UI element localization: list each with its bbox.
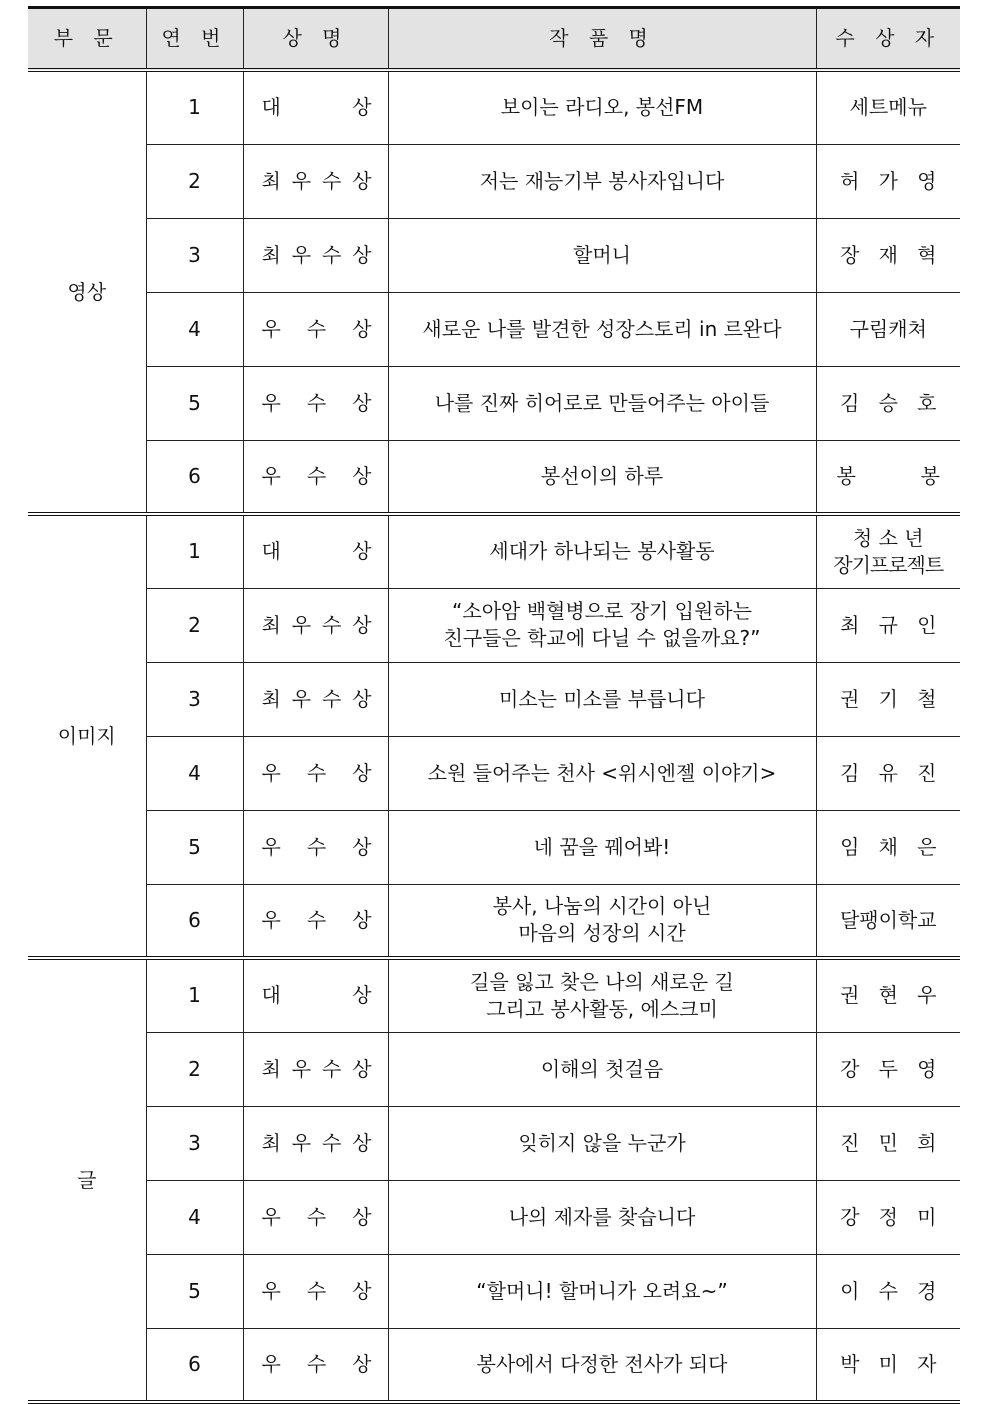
award-cell bbox=[243, 958, 388, 1032]
title-line: 길을 잃고 찾은 나의 새로운 길 bbox=[470, 969, 734, 994]
table-row bbox=[28, 1254, 960, 1328]
table-row bbox=[28, 1180, 960, 1254]
title-cell bbox=[388, 144, 816, 218]
title-cell bbox=[388, 810, 816, 884]
title-line: 미소는 미소를 부릅니다 bbox=[499, 686, 705, 711]
number-cell: 3 bbox=[146, 218, 243, 292]
winner-name: 권 기 철 bbox=[840, 686, 937, 711]
award-label: 대 상 bbox=[261, 95, 372, 120]
title-line: 마음의 성장의 시간 bbox=[518, 921, 686, 946]
winner-name: 허 가 영 bbox=[840, 168, 937, 193]
number-cell: 4 bbox=[146, 1180, 243, 1254]
title-line: 할머니 bbox=[573, 242, 631, 267]
title-line: 봉사에서 다정한 전사가 되다 bbox=[476, 1351, 728, 1376]
winner-cell bbox=[816, 958, 960, 1032]
winner-name: 이 수 경 bbox=[840, 1278, 937, 1303]
table-row bbox=[28, 736, 960, 810]
category-cell: 영상 bbox=[28, 70, 146, 514]
award-label: 대 상 bbox=[261, 983, 372, 1008]
title-line: 이해의 첫걸음 bbox=[540, 1056, 664, 1081]
header-title: 작 품 명 bbox=[388, 8, 816, 71]
table-row bbox=[28, 144, 960, 218]
table-row bbox=[28, 810, 960, 884]
awards-table bbox=[28, 6, 960, 1404]
title-cell bbox=[388, 366, 816, 440]
section-2 bbox=[28, 958, 960, 1402]
number-cell: 1 bbox=[146, 958, 243, 1032]
winner-name: 박 미 자 bbox=[840, 1351, 937, 1376]
award-cell bbox=[243, 662, 388, 736]
award-label: 최 우 수 상 bbox=[261, 686, 372, 711]
header-winner: 수 상 자 bbox=[816, 8, 960, 71]
number-cell: 1 bbox=[146, 514, 243, 588]
winner-cell bbox=[816, 736, 960, 810]
table-row bbox=[28, 218, 960, 292]
number-cell: 6 bbox=[146, 1328, 243, 1402]
winner-cell bbox=[816, 588, 960, 662]
winner-line: 청 소 년 bbox=[852, 525, 924, 550]
title-line: 네 꿈을 꿰어봐! bbox=[533, 834, 671, 859]
award-label: 우 수 상 bbox=[261, 1351, 372, 1376]
winner-cell bbox=[816, 1180, 960, 1254]
title-cell bbox=[388, 884, 816, 958]
award-label: 최 우 수 상 bbox=[261, 1130, 372, 1155]
title-cell bbox=[388, 1106, 816, 1180]
award-cell bbox=[243, 810, 388, 884]
winner-cell bbox=[816, 1032, 960, 1106]
award-cell bbox=[243, 1106, 388, 1180]
winner-name: 세트메뉴 bbox=[849, 95, 927, 120]
table-row bbox=[28, 1032, 960, 1106]
award-cell bbox=[243, 514, 388, 588]
title-cell bbox=[388, 292, 816, 366]
winner-name: 봉 봉 bbox=[836, 463, 940, 488]
title-line: 소원 들어주는 천사 <위시엔젤 이야기> bbox=[427, 760, 777, 785]
award-label: 최 우 수 상 bbox=[261, 242, 372, 267]
table-header bbox=[28, 8, 960, 71]
section-1 bbox=[28, 514, 960, 958]
title-cell bbox=[388, 440, 816, 514]
title-cell bbox=[388, 1254, 816, 1328]
winner-cell bbox=[816, 218, 960, 292]
table-row bbox=[28, 588, 960, 662]
winner-cell bbox=[816, 440, 960, 514]
number-cell: 6 bbox=[146, 440, 243, 514]
table-row bbox=[28, 366, 960, 440]
award-label: 우 수 상 bbox=[261, 907, 372, 932]
award-cell bbox=[243, 144, 388, 218]
award-cell bbox=[243, 884, 388, 958]
award-cell bbox=[243, 366, 388, 440]
table-row bbox=[28, 440, 960, 514]
award-label: 최 우 수 상 bbox=[261, 612, 372, 637]
award-cell bbox=[243, 1328, 388, 1402]
title-cell bbox=[388, 218, 816, 292]
winner-cell bbox=[816, 884, 960, 958]
award-cell bbox=[243, 1032, 388, 1106]
winner-name: 구림캐쳐 bbox=[849, 316, 927, 341]
title-cell bbox=[388, 588, 816, 662]
award-cell bbox=[243, 588, 388, 662]
award-cell bbox=[243, 292, 388, 366]
winner-cell bbox=[816, 662, 960, 736]
award-cell bbox=[243, 218, 388, 292]
award-label: 최 우 수 상 bbox=[261, 1056, 372, 1081]
title-cell bbox=[388, 70, 816, 144]
title-cell bbox=[388, 1180, 816, 1254]
number-cell: 3 bbox=[146, 662, 243, 736]
number-cell: 6 bbox=[146, 884, 243, 958]
winner-name: 진 민 희 bbox=[840, 1130, 937, 1155]
award-label: 우 수 상 bbox=[261, 834, 372, 859]
category-cell: 이미지 bbox=[28, 514, 146, 958]
title-line: 나의 제자를 찾습니다 bbox=[508, 1204, 696, 1229]
award-label: 대 상 bbox=[261, 539, 372, 564]
title-line: 친구들은 학교에 다닐 수 없을까요?” bbox=[443, 626, 761, 650]
winner-cell bbox=[816, 1106, 960, 1180]
award-cell bbox=[243, 70, 388, 144]
table-row bbox=[28, 514, 960, 588]
table-row bbox=[28, 884, 960, 958]
award-cell bbox=[243, 736, 388, 810]
award-label: 우 수 상 bbox=[261, 463, 372, 488]
winner-cell bbox=[816, 1328, 960, 1402]
winner-cell bbox=[816, 514, 960, 588]
number-cell: 3 bbox=[146, 1106, 243, 1180]
header-category: 부 문 bbox=[28, 8, 146, 71]
award-label: 최 우 수 상 bbox=[261, 168, 372, 193]
award-label: 우 수 상 bbox=[261, 760, 372, 785]
title-cell bbox=[388, 1032, 816, 1106]
winner-name: 임 채 은 bbox=[840, 834, 937, 859]
number-cell: 2 bbox=[146, 588, 243, 662]
award-label: 우 수 상 bbox=[261, 316, 372, 341]
winner-name: 권 현 우 bbox=[840, 983, 937, 1008]
winner-name: 김 승 호 bbox=[840, 390, 937, 415]
table-row bbox=[28, 662, 960, 736]
title-line: 나를 진짜 히어로로 만들어주는 아이들 bbox=[434, 390, 770, 415]
title-line: 그리고 봉사활동, 에스크미 bbox=[486, 996, 718, 1021]
title-cell bbox=[388, 736, 816, 810]
header-award: 상 명 bbox=[243, 8, 388, 71]
award-label: 우 수 상 bbox=[261, 1204, 372, 1229]
winner-name: 달팽이학교 bbox=[839, 907, 937, 932]
title-cell bbox=[388, 958, 816, 1032]
winner-name: 강 정 미 bbox=[840, 1204, 937, 1229]
table-row bbox=[28, 958, 960, 1032]
table-row bbox=[28, 1328, 960, 1402]
winner-name: 최 규 인 bbox=[840, 612, 937, 637]
winner-name: 강 두 영 bbox=[840, 1056, 937, 1081]
title-line: 잊히지 않을 누군가 bbox=[518, 1130, 686, 1155]
title-cell bbox=[388, 1328, 816, 1402]
winner-cell bbox=[816, 366, 960, 440]
title-cell bbox=[388, 514, 816, 588]
number-cell: 2 bbox=[146, 144, 243, 218]
award-label: 우 수 상 bbox=[261, 1278, 372, 1303]
award-cell bbox=[243, 440, 388, 514]
award-cell bbox=[243, 1254, 388, 1328]
number-cell: 5 bbox=[146, 1254, 243, 1328]
title-line: 새로운 나를 발견한 성장스토리 in 르완다 bbox=[422, 316, 782, 341]
winner-name: 장 재 혁 bbox=[840, 242, 937, 267]
table-row bbox=[28, 292, 960, 366]
winner-line: 장기프로젝트 bbox=[833, 552, 944, 577]
number-cell: 4 bbox=[146, 736, 243, 810]
number-cell: 4 bbox=[146, 292, 243, 366]
title-cell bbox=[388, 662, 816, 736]
category-cell: 글 bbox=[28, 958, 146, 1402]
number-cell: 5 bbox=[146, 366, 243, 440]
winner-cell bbox=[816, 144, 960, 218]
section-0 bbox=[28, 70, 960, 514]
title-line: 저는 재능기부 봉사자입니다 bbox=[479, 168, 725, 193]
title-line: “할머니! 할머니가 오려요~” bbox=[476, 1278, 728, 1303]
title-line: 세대가 하나되는 봉사활동 bbox=[489, 539, 715, 564]
winner-cell bbox=[816, 1254, 960, 1328]
table-row bbox=[28, 1106, 960, 1180]
winner-cell bbox=[816, 810, 960, 884]
number-cell: 2 bbox=[146, 1032, 243, 1106]
number-cell: 5 bbox=[146, 810, 243, 884]
header-number: 연 번 bbox=[146, 8, 243, 71]
award-cell bbox=[243, 1180, 388, 1254]
title-line: 봉사, 나눔의 시간이 아닌 bbox=[492, 894, 712, 919]
winner-cell bbox=[816, 292, 960, 366]
title-line: 보이는 라디오, 봉선FM bbox=[500, 95, 704, 120]
award-label: 우 수 상 bbox=[261, 390, 372, 415]
winner-name: 김 유 진 bbox=[840, 760, 937, 785]
winner-cell bbox=[816, 70, 960, 144]
title-line: “소아암 백혈병으로 장기 입원하는 bbox=[452, 599, 752, 623]
table-row bbox=[28, 70, 960, 144]
number-cell: 1 bbox=[146, 70, 243, 144]
title-line: 봉선이의 하루 bbox=[540, 463, 664, 488]
